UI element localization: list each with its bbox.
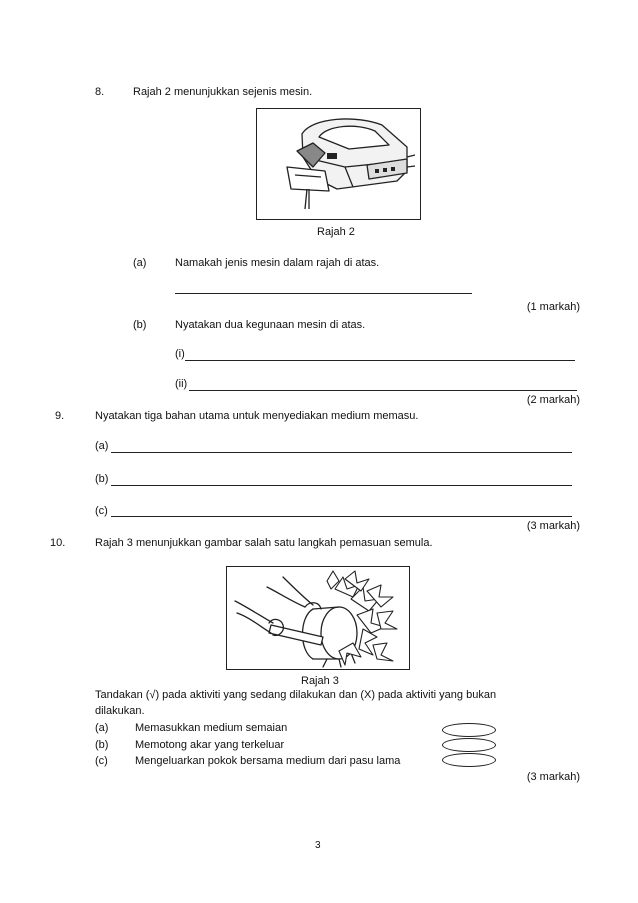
q8b-text: Nyatakan dua kegunaan mesin di atas. [175,319,366,331]
q10-option-c-label: (c) [95,755,108,767]
q10-instruction-line2: dilakukan. [95,705,145,717]
repotting-drawing [227,567,409,669]
q10-stem: Rajah 3 menunjukkan gambar salah satu langkah pemasuan semula. [95,537,433,549]
q10-option-a-label: (a) [95,722,109,734]
q8a-answer-line[interactable] [175,293,472,294]
q10-option-c-text: Mengeluarkan pokok bersama medium dari pasu lama [135,755,401,767]
q10-figure-caption: Rajah 3 [301,675,339,687]
q8b-i-answer-line[interactable] [185,360,575,361]
q8b-ii-answer-line[interactable] [189,390,577,391]
jigsaw-drawing [257,109,420,219]
q9-stem: Nyatakan tiga bahan utama untuk menyediakan medium memasu. [95,410,419,422]
q10-option-a-answer-oval[interactable] [442,723,496,737]
q10-instruction-line1: Tandakan (√) pada aktiviti yang sedang dilakukan dan (X) pada aktiviti yang bukan [95,689,497,701]
q9-b-label: (b) [95,473,109,485]
q9-marks: (3 markah) [526,520,580,532]
q8b-ii-label: (ii) [175,378,188,390]
q8-figure-caption: Rajah 2 [317,226,355,238]
q8-stem: Rajah 2 menunjukkan sejenis mesin. [133,86,313,98]
q9-b-answer-line[interactable] [111,485,572,486]
q9-c-answer-line[interactable] [111,516,572,517]
q10-option-b-answer-oval[interactable] [442,738,496,752]
q9-c-label: (c) [95,505,108,517]
page-number: 3 [315,840,321,851]
q8a-marks: (1 markah) [526,301,580,313]
q9-a-label: (a) [95,440,109,452]
q10-number: 10. [50,537,66,549]
q10-option-a-text: Memasukkan medium semaian [135,722,288,734]
q9-number: 9. [55,410,65,422]
q9-a-answer-line[interactable] [111,452,572,453]
repotting-figure [226,566,410,670]
q8a-label: (a) [133,257,147,269]
q10-marks: (3 markah) [526,771,580,783]
q10-option-b-text: Memotong akar yang terkeluar [135,739,285,751]
q8a-text: Namakah jenis mesin dalam rajah di atas. [175,257,380,269]
q8b-i-label: (i) [175,348,185,360]
q10-option-b-label: (b) [95,739,109,751]
q8b-label: (b) [133,319,147,331]
q10-option-c-answer-oval[interactable] [442,753,496,767]
q8-number: 8. [95,86,105,98]
jigsaw-figure [256,108,421,220]
q8b-marks: (2 markah) [526,394,580,406]
